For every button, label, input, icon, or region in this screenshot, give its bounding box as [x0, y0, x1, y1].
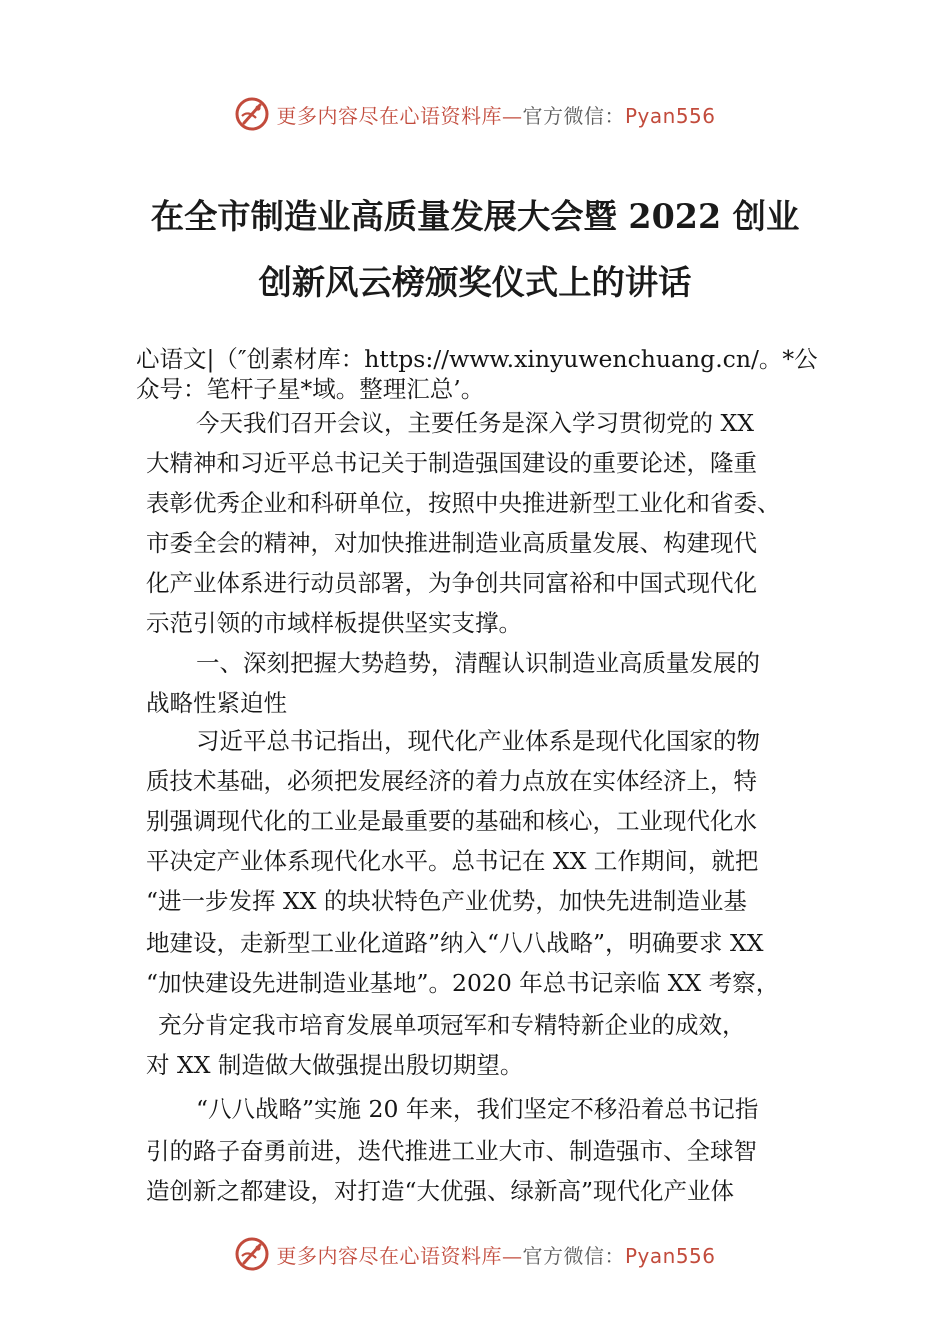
- body-line: 习近平总书记指出，现代化产业体系是现代化国家的物: [196, 727, 760, 755]
- body-line: 大精神和习近平总书记关于制造强国建设的重要论述，隆重: [146, 449, 757, 477]
- body-line: 造创新之都建设，对打造“大优强、绿新高”现代化产业体: [146, 1177, 735, 1205]
- body-line: 示范引领的市域样板提供坚实支撑。: [146, 609, 522, 637]
- section-heading-line-2: 战略性紧迫性: [146, 689, 287, 717]
- banner-wechat-id: Pyan556: [624, 1243, 716, 1268]
- banner-wechat-id: Pyan556: [624, 103, 716, 128]
- footer-banner: [0, 1232, 950, 1276]
- banner-wechat-label: 官方微信：: [522, 103, 625, 128]
- document-title-line-1: 在全市制造业高质量发展大会暨 2022 创业: [150, 197, 800, 236]
- banner-wechat-label: 官方微信：: [522, 1243, 625, 1268]
- body-line: 别强调现代化的工业是最重要的基础和核心，工业现代化水: [146, 807, 757, 835]
- body-line: 引的路子奋勇前进，迭代推进工业大市、制造强市、全球智: [146, 1137, 757, 1165]
- banner-text: [276, 100, 715, 129]
- source-note-line-1: 心语文|（″创素材库：https://www.xinyuwenchuang.cn/。*公: [136, 345, 818, 373]
- banner-separator: —: [501, 103, 523, 128]
- source-note-line-2: 众号：笔杆子星*域。整理汇总’。: [136, 375, 485, 403]
- brush-logo-icon: [234, 96, 270, 132]
- body-line: 充分肯定我市培育发展单项冠军和专精特新企业的成效，: [158, 1011, 746, 1039]
- body-line: 化产业体系进行动员部署，为争创共同富裕和中国式现代化: [146, 569, 757, 597]
- body-line: 市委全会的精神，对加快推进制造业高质量发展、构建现代: [146, 529, 757, 557]
- body-line: 地建设，走新型工业化道路”纳入“八八战略”，明确要求 XX: [146, 929, 764, 957]
- banner-separator: —: [501, 1243, 523, 1268]
- body-line: 质技术基础，必须把发展经济的着力点放在实体经济上，特: [146, 767, 757, 795]
- brush-logo-icon: [234, 1236, 270, 1272]
- banner-text: [276, 1240, 715, 1269]
- body-line: 今天我们召开会议，主要任务是深入学习贯彻党的 XX: [196, 409, 754, 437]
- body-line: “进一步发挥 XX 的块状特色产业优势，加快先进制造业基: [146, 887, 747, 915]
- body-line: “八八战略”实施 20 年来，我们坚定不移沿着总书记指: [196, 1095, 759, 1123]
- banner-main: 更多内容尽在心语资料库: [276, 1243, 502, 1268]
- banner-main: 更多内容尽在心语资料库: [276, 103, 502, 128]
- document-title-line-2: 创新风云榜颁奖仪式上的讲话: [258, 263, 692, 302]
- section-heading-line-1: 一、深刻把握大势趋势，清醒认识制造业高质量发展的: [196, 649, 760, 677]
- header-banner: [0, 92, 950, 136]
- body-line: 表彰优秀企业和科研单位，按照中央推进新型工业化和省委、: [146, 489, 781, 517]
- body-line: 平决定产业体系现代化水平。总书记在 XX 工作期间，就把: [146, 847, 759, 875]
- body-line: “加快建设先进制造业基地”。2020 年总书记亲临 XX 考察，: [146, 969, 780, 997]
- body-line: 对 XX 制造做大做强提出殷切期望。: [146, 1051, 524, 1079]
